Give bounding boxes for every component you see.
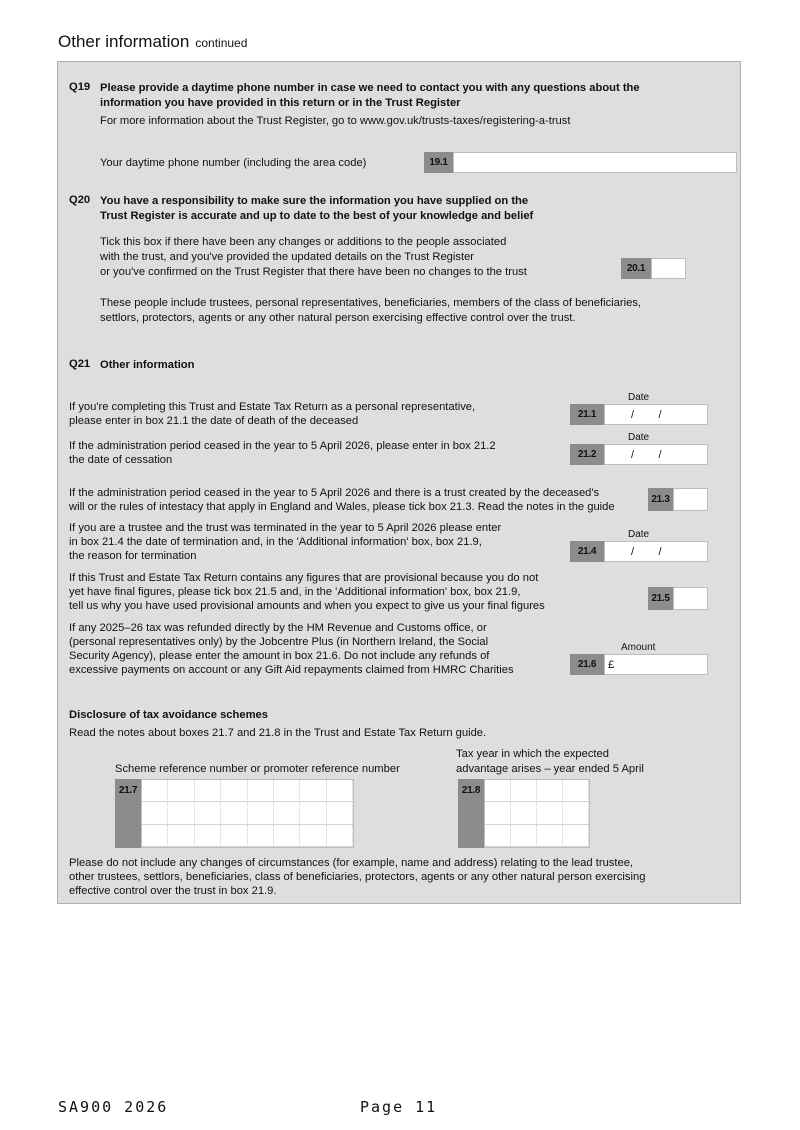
grid-cell[interactable] xyxy=(168,780,194,802)
grid-cell[interactable] xyxy=(248,825,274,847)
grid-cell[interactable] xyxy=(327,825,353,847)
b212-date-caption: Date xyxy=(628,432,650,443)
closing-line3: effective control over the trust in box 21.9. xyxy=(69,885,277,897)
b214-line2: in box 21.4 the date of termination and, in the 'Additional information' box, box 21.9, xyxy=(69,536,482,548)
q19-heading-line1: Please provide a daytime phone number in case we need to contact you with any questions about the xyxy=(100,82,640,94)
grid-cell[interactable] xyxy=(563,825,589,847)
box-21-6-label: 21.6 xyxy=(570,654,604,675)
b214-line1: If you are a trustee and the trust was terminated in the year to 5 April 2026 please enter xyxy=(69,522,502,534)
grid-cell[interactable] xyxy=(511,780,537,802)
q20-tick-line2: with the trust, and you've provided the updated details on the Trust Register xyxy=(100,251,475,263)
disclosure-note: Read the notes about boxes 21.7 and 21.8 in the Trust and Estate Tax Return guide. xyxy=(69,727,487,739)
scheme-caption: Scheme reference number or promoter reference number xyxy=(115,763,400,775)
grid-cell[interactable] xyxy=(327,780,353,802)
grid-cell[interactable] xyxy=(563,802,589,824)
b211-line1: If you're completing this Trust and Estate Tax Return as a personal representative, xyxy=(69,401,476,413)
b215-line3: tell us why you have used provisional amounts and when you expect to give us your final figures xyxy=(69,600,545,612)
grid-cell[interactable] xyxy=(537,802,563,824)
q20-heading-line1: You have a responsibility to make sure the information you have supplied on the xyxy=(100,195,529,207)
q19-phone-label: Your daytime phone number (including the area code) xyxy=(100,157,367,169)
b216-line2: (personal representatives only) by the Jobcentre Plus (in Northern Ireland, the Social xyxy=(69,636,489,648)
box-21-2-label: 21.2 xyxy=(570,444,604,465)
q20-tick-line3: or you've confirmed on the Trust Register that there have been no changes to the trust xyxy=(100,266,527,278)
grid-cell[interactable] xyxy=(274,825,300,847)
q20-people-line2: settlors, protectors, agents or any other natural person exercising effective control over the trust. xyxy=(100,312,576,324)
grid-cell[interactable] xyxy=(221,780,247,802)
currency-symbol: £ xyxy=(608,659,615,671)
b211-date-slashes: / / xyxy=(631,409,662,421)
q20-number: Q20 xyxy=(69,194,91,206)
box-20-1-checkbox[interactable] xyxy=(651,258,686,279)
grid-cell[interactable] xyxy=(511,825,537,847)
q21-heading: Other information xyxy=(100,359,195,371)
tax-year-caption-line2: advantage arises – year ended 5 April xyxy=(456,763,644,775)
box-21-1-label: 21.1 xyxy=(570,404,604,425)
b213-line2: will or the rules of intestacy that apply in England and Wales, please tick box 21.3. Read the notes in the guide xyxy=(69,501,615,513)
grid-cell[interactable] xyxy=(274,802,300,824)
grid-cell[interactable] xyxy=(168,802,194,824)
b214-line3: the reason for termination xyxy=(69,550,197,562)
tax-year-caption-line1: Tax year in which the expected xyxy=(456,748,609,760)
q19-heading-line2: information you have provided in this return or in the Trust Register xyxy=(100,97,461,109)
disclosure-heading: Disclosure of tax avoidance schemes xyxy=(69,709,268,721)
form-panel xyxy=(57,61,741,904)
box-21-4-label: 21.4 xyxy=(570,541,604,562)
b213-line1: If the administration period ceased in the year to 5 April 2026 and there is a trust created by the deceased's xyxy=(69,487,600,499)
q21-number: Q21 xyxy=(69,358,91,370)
grid-cell[interactable] xyxy=(300,802,326,824)
grid-cell[interactable] xyxy=(142,780,168,802)
grid-cell[interactable] xyxy=(485,825,511,847)
grid-cell[interactable] xyxy=(300,780,326,802)
q20-tick-line1: Tick this box if there have been any changes or additions to the people associated xyxy=(100,236,507,248)
b211-line2: please enter in box 21.1 the date of death of the deceased xyxy=(69,415,359,427)
page-title-text: Other information xyxy=(58,32,190,51)
grid-cell[interactable] xyxy=(221,825,247,847)
grid-cell[interactable] xyxy=(485,802,511,824)
grid-cell[interactable] xyxy=(195,825,221,847)
box-19-1-label: 19.1 xyxy=(424,152,453,173)
page-subtitle: continued xyxy=(195,36,248,50)
grid-cell[interactable] xyxy=(142,825,168,847)
b215-line2: yet have final figures, please tick box 21.5 and, in the 'Additional information' box, box 21.9, xyxy=(69,586,521,598)
b214-date-caption: Date xyxy=(628,529,650,540)
box-21-5-label: 21.5 xyxy=(648,587,673,610)
grid-cell[interactable] xyxy=(168,825,194,847)
b216-amount-caption: Amount xyxy=(621,642,656,653)
b212-date-slashes: / / xyxy=(631,449,662,461)
b216-line1: If any 2025–26 tax was refunded directly by the HM Revenue and Customs office, or xyxy=(69,622,487,634)
b214-date-slashes: / / xyxy=(631,546,662,558)
grid-cell[interactable] xyxy=(248,802,274,824)
b212-line1: If the administration period ceased in the year to 5 April 2026, please enter in box 21.2 xyxy=(69,440,496,452)
grid-cell[interactable] xyxy=(537,780,563,802)
q20-people-line1: These people include trustees, personal representatives, beneficiaries, members of the class of beneficiaries, xyxy=(100,297,642,309)
grid-cell[interactable] xyxy=(537,825,563,847)
box-21-7-label: 21.7 xyxy=(115,779,141,848)
scheme-reference-grid[interactable] xyxy=(141,779,354,848)
date-of-death-field[interactable] xyxy=(604,404,708,425)
date-of-termination-field[interactable] xyxy=(604,541,708,562)
b212-line2: the date of cessation xyxy=(69,454,173,466)
box-21-3-checkbox[interactable] xyxy=(673,488,708,511)
b215-line1: If this Trust and Estate Tax Return contains any figures that are provisional because you do not xyxy=(69,572,539,584)
grid-cell[interactable] xyxy=(221,802,247,824)
form-code: SA900 2026 xyxy=(58,1098,169,1116)
box-21-3-label: 21.3 xyxy=(648,488,673,511)
q19-number: Q19 xyxy=(69,81,91,93)
q19-info: For more information about the Trust Register, go to www.gov.uk/trusts-taxes/registering-a-trust xyxy=(100,115,571,127)
grid-cell[interactable] xyxy=(563,780,589,802)
closing-line2: other trustees, settlors, beneficiaries, class of beneficiaries, protectors, agents or any other natural person exercising xyxy=(69,871,646,883)
box-21-8-label: 21.8 xyxy=(458,779,484,848)
grid-cell[interactable] xyxy=(274,780,300,802)
tax-year-grid[interactable] xyxy=(484,779,590,848)
page-title xyxy=(58,32,247,52)
box-21-5-checkbox[interactable] xyxy=(673,587,708,610)
b211-date-caption: Date xyxy=(628,392,650,403)
q20-heading-line2: Trust Register is accurate and up to date to the best of your knowledge and belief xyxy=(100,210,534,222)
grid-cell[interactable] xyxy=(195,780,221,802)
phone-number-field[interactable] xyxy=(453,152,737,173)
grid-cell[interactable] xyxy=(511,802,537,824)
grid-cell[interactable] xyxy=(327,802,353,824)
grid-cell[interactable] xyxy=(248,780,274,802)
box-20-1-label: 20.1 xyxy=(621,258,651,279)
b216-line3: Security Agency), please enter the amount in box 21.6. Do not include any refunds of xyxy=(69,650,490,662)
grid-cell[interactable] xyxy=(300,825,326,847)
grid-cell[interactable] xyxy=(485,780,511,802)
closing-line1: Please do not include any changes of circumstances (for example, name and address) relating to the lead trustee, xyxy=(69,857,634,869)
page-number: Page 11 xyxy=(360,1098,438,1116)
grid-cell[interactable] xyxy=(142,802,168,824)
date-of-cessation-field[interactable] xyxy=(604,444,708,465)
refund-amount-field[interactable] xyxy=(604,654,708,675)
b216-line4: excessive payments on account or any Gift Aid repayments claimed from HMRC Charities xyxy=(69,664,514,676)
grid-cell[interactable] xyxy=(195,802,221,824)
